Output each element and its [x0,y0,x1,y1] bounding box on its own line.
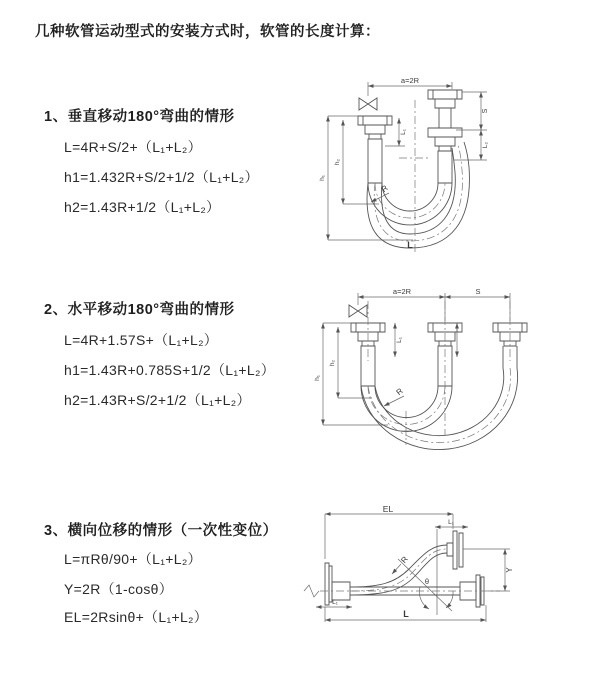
dim-l1-top [435,519,468,527]
dim-l1 [395,323,457,357]
dim-l1 [385,118,407,146]
dim-s [454,92,489,160]
radius-label: R [394,386,405,397]
radius-leader [384,386,405,406]
braid-section [368,139,382,183]
flange-left [358,116,392,183]
page-title: 几种软管运动型式的安装方式时，软管的长度计算： [35,24,380,40]
dim-a2r-label: a=2R [400,76,420,85]
dim-l1-top-label: L₁ [448,519,454,526]
formula-1-h2: h2=1.43R+1/2（L₁+L₂） [64,199,221,215]
dim-h1-label: h₁ [314,375,321,381]
dim-el-label: EL [382,504,394,514]
dim-h2-label: h₂ [334,158,341,166]
dim-a2r [358,287,510,321]
formula-2-L: L=4R+1.57S+（L₁+L₂） [64,332,219,348]
radius-label: R [379,183,390,194]
formula-3-L: L=πRθ/90+（L₁+L₂） [64,551,202,567]
diagram-lateral-displacement [300,503,560,638]
section-3-heading: 3、横向位移的情形（一次性变位） [44,523,278,539]
dim-h2 [334,120,379,204]
angle-theta-label: θ [424,577,430,586]
valve-icon [349,305,367,317]
dim-l-label: L [403,609,409,619]
dim-l1-label: L₁ [400,129,407,135]
dim-y-label: Y [505,567,514,573]
dim-h2-label: h₂ [329,359,336,367]
dim-el [325,504,453,559]
dim-l1-left-label: L₁ [332,599,338,606]
dim-l1-label: L₁ [396,337,403,343]
diagram-horizontal-180-bend [310,283,550,458]
section-1-heading: 1、垂直移动180°弯曲的情形 [44,109,235,125]
flange-right [428,90,462,183]
dim-h1-label: h₁ [319,175,326,181]
dim-s-label: S [482,108,489,114]
formula-3-Y: Y=2R（1-cosθ） [64,581,174,597]
formula-2-h2: h2=1.43R+S/2+1/2（L₁+L₂） [64,392,251,408]
flange-upper [447,531,463,569]
formula-1-L: L=4R+S/2+（L₁+L₂） [64,139,202,155]
dim-y [463,549,514,591]
radius-label: R [399,554,410,565]
diagram-vertical-180-bend [315,72,550,257]
dim-h1 [314,323,388,425]
hose-u-bend [361,368,518,450]
formula-2-h1: h1=1.43R+0.785S+1/2（L₁+L₂） [64,362,275,378]
dim-a2r-label: a=2R [392,287,412,296]
formula-3-EL: EL=2Rsinθ+（L₁+L₂） [64,609,209,625]
dim-h2 [329,327,372,398]
dim-a2r [368,76,452,96]
dim-s-label: S [475,287,481,296]
section-2-heading: 2、水平移动180°弯曲的情形 [44,302,235,318]
formula-1-h1: h1=1.432R+S/2+1/2（L₁+L₂） [64,169,259,185]
dim-l [325,605,486,622]
length-label: L [407,240,413,250]
dim-l2-label: L₂ [482,141,489,149]
valve-icon [359,98,377,110]
break-mark [304,585,319,597]
braid-section [438,151,452,183]
hose-s-curve [350,545,447,595]
